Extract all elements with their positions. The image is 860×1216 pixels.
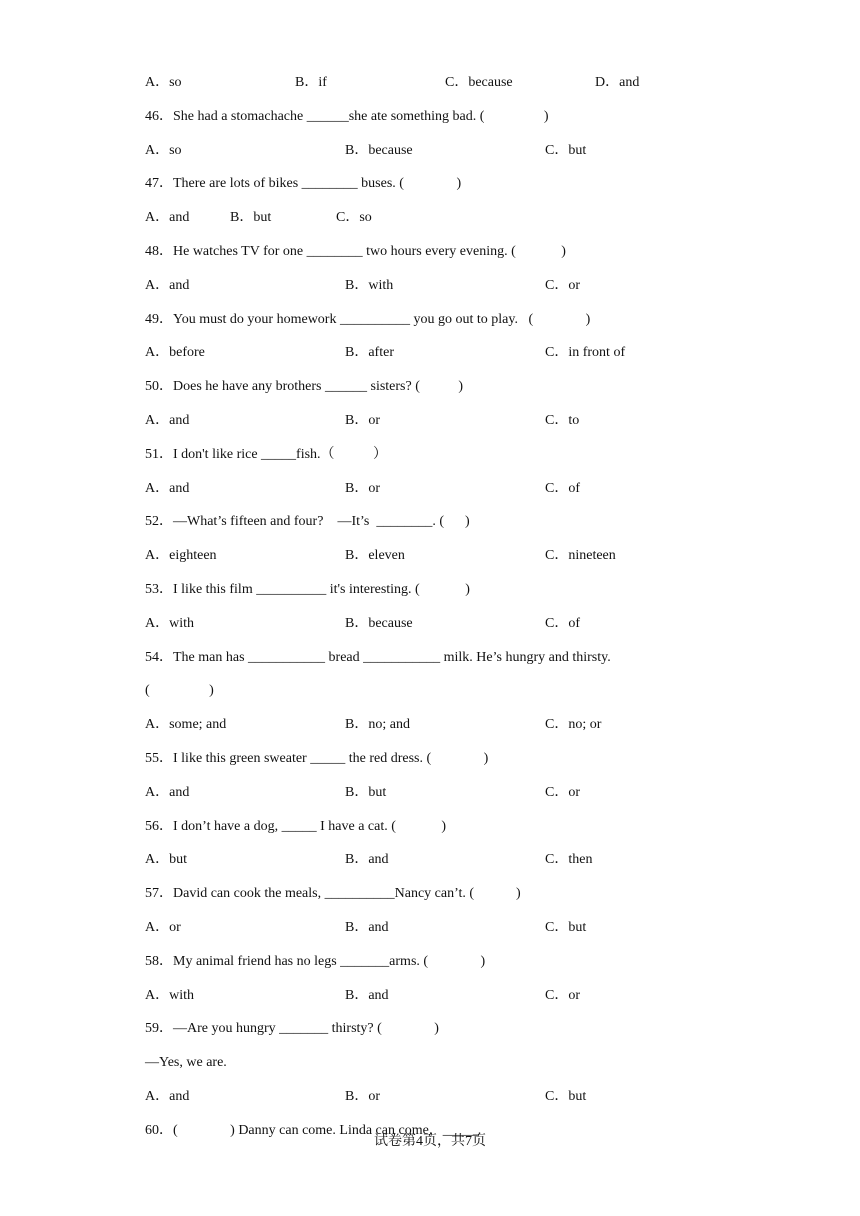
answer-option: A．and <box>145 785 190 800</box>
answer-option: B．or <box>345 1089 380 1104</box>
answer-option: A．with <box>145 616 194 631</box>
answer-option: B．but <box>345 785 387 800</box>
answer-option: A．but <box>145 852 187 867</box>
answer-option: C．or <box>545 278 580 293</box>
question-line: 60．( ) Danny can come. Linda can come，_____. <box>145 1123 482 1138</box>
answer-option: A．and <box>145 413 190 428</box>
answer-option: B．and <box>345 852 389 867</box>
answer-option: A．so <box>145 75 182 90</box>
answer-option: C．so <box>336 210 372 225</box>
question-line: 55．I like this green sweater _____ the red dress. ( ) <box>145 751 489 766</box>
answer-option: C．no; or <box>545 717 602 732</box>
answer-option: B．if <box>295 75 327 90</box>
answer-option: A．and <box>145 1089 190 1104</box>
answer-option: A．eighteen <box>145 548 217 563</box>
question-line: 53．I like this film __________ it's interesting. ( ) <box>145 582 470 597</box>
question-line: 51．I don't like rice _____fish.（ ） <box>145 447 388 462</box>
answer-option: C．because <box>445 75 513 90</box>
answer-option: C．in front of <box>545 345 626 360</box>
answer-option: B．but <box>230 210 272 225</box>
answer-option: C．then <box>545 852 593 867</box>
answer-option: C．of <box>545 481 580 496</box>
question-line: 49．You must do your homework __________ you go out to play. ( ) <box>145 312 591 327</box>
answer-option: C．of <box>545 616 580 631</box>
question-line: 59．—Are you hungry _______ thirsty? ( ) <box>145 1021 439 1036</box>
answer-option: B．with <box>345 278 394 293</box>
page-footer: 试卷第4页，共7页 <box>374 1134 486 1149</box>
answer-option: B．eleven <box>345 548 405 563</box>
answer-option: A．and <box>145 278 190 293</box>
answer-option: A．some; and <box>145 717 227 732</box>
answer-option: B．and <box>345 920 389 935</box>
answer-option: C．or <box>545 988 580 1003</box>
question-line: 48．He watches TV for one ________ two hours every evening. ( ) <box>145 244 566 259</box>
question-line: —Yes, we are. <box>145 1055 227 1070</box>
answer-option: B．no; and <box>345 717 410 732</box>
answer-option: B．and <box>345 988 389 1003</box>
answer-option: B．or <box>345 481 380 496</box>
answer-option: C．but <box>545 920 587 935</box>
question-line: ( ) <box>145 683 214 698</box>
answer-option: A．with <box>145 988 194 1003</box>
answer-option: A．or <box>145 920 181 935</box>
answer-option: A．so <box>145 143 182 158</box>
question-line: 54．The man has ___________ bread ___________ milk. He’s hungry and thirsty. <box>145 650 611 665</box>
question-line: 57．David can cook the meals, __________Nancy can’t. ( ) <box>145 886 521 901</box>
answer-option: C．nineteen <box>545 548 616 563</box>
answer-option: B．after <box>345 345 394 360</box>
question-line: 47．There are lots of bikes ________ buses. ( ) <box>145 176 462 191</box>
answer-option: B．or <box>345 413 380 428</box>
answer-option: C．or <box>545 785 580 800</box>
answer-option: A．and <box>145 481 190 496</box>
question-line: 50．Does he have any brothers ______ sisters? ( ) <box>145 379 464 394</box>
answer-option: B．because <box>345 143 413 158</box>
answer-option: A．and <box>145 210 190 225</box>
answer-option: C．but <box>545 1089 587 1104</box>
answer-option: D．and <box>595 75 640 90</box>
question-line: 46．She had a stomachache ______she ate something bad. ( ) <box>145 109 549 124</box>
question-line: 58．My animal friend has no legs _______arms. ( ) <box>145 954 486 969</box>
question-line: 52．—What’s fifteen and four? —It’s ________. ( ) <box>145 514 470 529</box>
answer-option: C．to <box>545 413 580 428</box>
answer-option: B．because <box>345 616 413 631</box>
answer-option: C．but <box>545 143 587 158</box>
question-line: 56．I don’t have a dog, _____ I have a cat. ( ) <box>145 819 447 834</box>
answer-option: A．before <box>145 345 205 360</box>
